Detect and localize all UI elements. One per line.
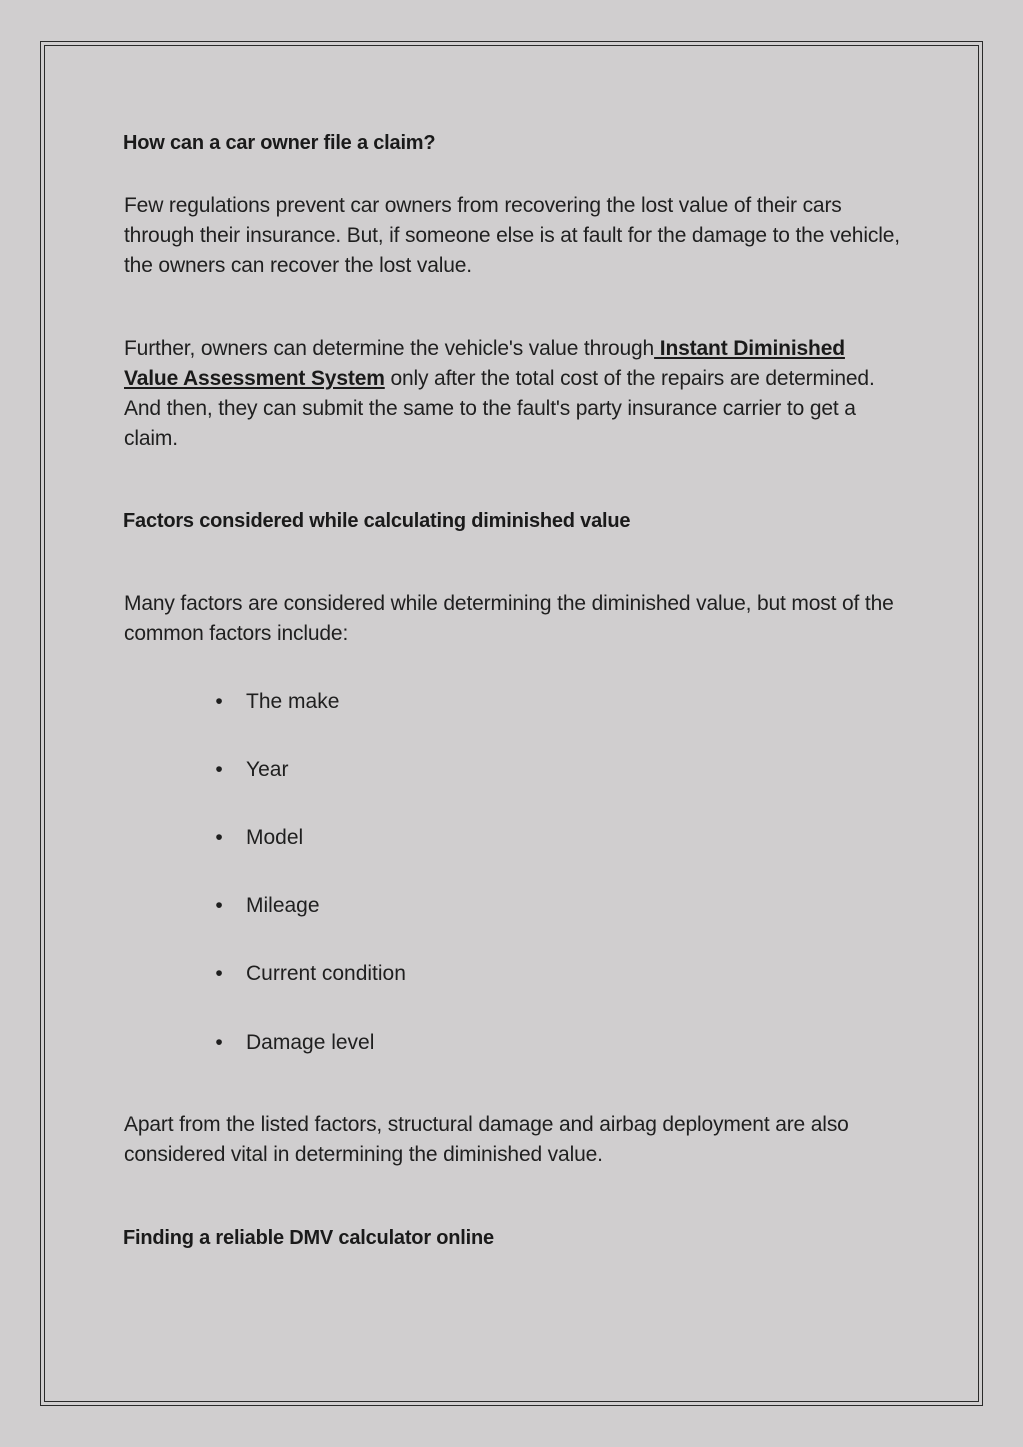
bullet-icon: • (215, 758, 223, 781)
bullet-icon: • (215, 826, 223, 849)
further-paragraph-text-end: only after the total cost of the repairs are determined. And then, they can submit the same to the fault's party insurance carrier to get a claim. (124, 367, 875, 450)
bullet-icon: • (215, 1031, 223, 1054)
bullet-icon: • (215, 894, 223, 917)
calculator-heading: Finding a reliable DMV calculator online (123, 1227, 494, 1249)
factor-label: Mileage (246, 894, 320, 917)
further-paragraph (124, 334, 904, 454)
bullet-icon: • (215, 962, 223, 985)
factors-intro-paragraph: Many factors are considered while determining the diminished value, but most of the common factors include: (124, 592, 894, 645)
apart-paragraph: Apart from the listed factors, structural damage and airbag deployment are also considered vital in determining the diminished value. (124, 1113, 849, 1166)
factors-heading: Factors considered while calculating diminished value (123, 510, 631, 532)
further-paragraph-text-start: Further, owners can determine the vehicle's value through (124, 337, 655, 360)
factor-label: The make (246, 690, 340, 713)
factor-label: Year (246, 758, 289, 781)
bullet-icon: • (215, 690, 223, 713)
claim-heading: How can a car owner file a claim? (123, 132, 436, 154)
factor-label: Current condition (246, 962, 406, 985)
instant-diminished-value-link[interactable]: Instant Diminished Value Assessment System (124, 337, 845, 390)
claim-paragraph: Few regulations prevent car owners from recovering the lost value of their cars through their insurance. But, if someone else is at fault for the damage to the vehicle, the owners can recover the lost value. (124, 194, 900, 277)
factor-label: Damage level (246, 1031, 375, 1054)
factor-label: Model (246, 826, 304, 849)
